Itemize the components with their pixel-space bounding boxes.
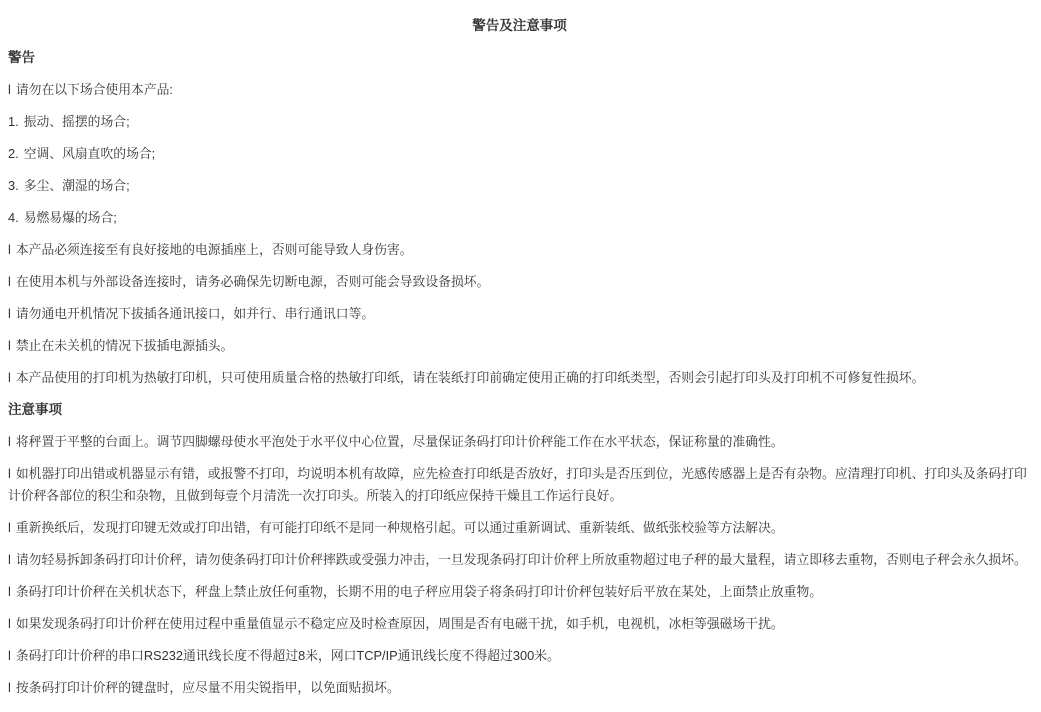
document-page <box>8 15 1031 699</box>
warning-intro-paragraph <box>8 79 1031 101</box>
warning-list-item-1 <box>8 111 1031 133</box>
paragraph-text: 请勿在以下场合使用本产品: <box>15 82 173 97</box>
bullet-marker: l <box>8 82 11 97</box>
bullet-marker: l <box>8 274 11 289</box>
paragraph-text: 请勿通电开机情况下拔插各通讯接口，如并行、串行通讯口等。 <box>15 306 375 321</box>
paragraph-text: 本产品必须连接至有良好接地的电源插座上，否则可能导致人身伤害。 <box>15 242 413 257</box>
precaution-paragraph <box>8 431 1031 453</box>
bullet-marker: l <box>8 306 11 321</box>
bullet-marker: l <box>8 242 11 257</box>
bullet-marker: l <box>8 552 11 567</box>
bullet-marker: l <box>8 584 11 599</box>
paragraph-text: 多尘、潮湿的场合; <box>23 178 130 193</box>
bullet-marker: l <box>8 680 11 695</box>
warning-list-item-3 <box>8 175 1031 197</box>
bullet-marker: l <box>8 370 11 385</box>
warning-paragraph <box>8 335 1031 357</box>
bullet-marker: l <box>8 648 11 663</box>
paragraph-text: 本产品使用的打印机为热敏打印机，只可使用质量合格的热敏打印纸，请在装纸打印前确定使用正确的打印纸类型，否则会引起打印头及打印机不可修复性损坏。 <box>15 370 925 385</box>
paragraph-text: 条码打印计价秤的串口RS232通讯线长度不得超过8米，网口TCP/IP通讯线长度不得超过300米。 <box>15 648 560 663</box>
paragraph-text: 请勿轻易拆卸条码打印计价秤，请勿使条码打印计价秤摔跌或受强力冲击，一旦发现条码打印计价秤上所放重物超过电子秤的最大量程，请立即移去重物，否则电子秤会永久损坏。 <box>15 552 1027 567</box>
section-heading-precautions: 注意事项 <box>8 402 62 417</box>
warning-list-item-4 <box>8 207 1031 229</box>
paragraph-text: 条码打印计价秤在关机状态下，秤盘上禁止放任何重物，长期不用的电子秤应用袋子将条码打印计价秤包装好后平放在某处，上面禁止放重物。 <box>15 584 823 599</box>
bullet-marker: l <box>8 616 11 631</box>
paragraph-text: 易燃易爆的场合; <box>23 210 117 225</box>
warning-paragraph <box>8 367 1031 389</box>
list-number: 4. <box>8 210 19 225</box>
paragraph-text: 空调、风扇直吹的场合; <box>23 146 156 161</box>
warning-paragraph <box>8 271 1031 293</box>
bullet-marker: l <box>8 520 11 535</box>
warning-list-item-2 <box>8 143 1031 165</box>
page-title: 警告及注意事项 <box>472 18 567 33</box>
precaution-paragraph <box>8 581 1031 603</box>
warning-paragraph <box>8 303 1031 325</box>
precaution-paragraph <box>8 463 1031 507</box>
precaution-paragraph <box>8 613 1031 635</box>
list-number: 1. <box>8 114 19 129</box>
paragraph-text: 振动、摇摆的场合; <box>23 114 130 129</box>
paragraph-text: 禁止在未关机的情况下拔插电源插头。 <box>15 338 234 353</box>
precaution-paragraph <box>8 645 1031 667</box>
paragraph-text: 重新换纸后，发现打印键无效或打印出错，有可能打印纸不是同一种规格引起。可以通过重新调试、重新装纸、做纸张校验等方法解决。 <box>15 520 784 535</box>
precaution-paragraph <box>8 549 1031 571</box>
section-heading-warning: 警告 <box>8 50 35 65</box>
bullet-marker: l <box>8 338 11 353</box>
precaution-paragraph <box>8 517 1031 539</box>
list-number: 2. <box>8 146 19 161</box>
paragraph-text: 在使用本机与外部设备连接时，请务必确保先切断电源，否则可能会导致设备损坏。 <box>15 274 490 289</box>
bullet-marker: l <box>8 434 11 449</box>
warning-paragraph <box>8 239 1031 261</box>
precaution-paragraph <box>8 677 1031 699</box>
paragraph-text: 按条码打印计价秤的键盘时，应尽量不用尖锐指甲，以免面贴损坏。 <box>15 680 400 695</box>
paragraph-text: 将秤置于平整的台面上。调节四脚螺母使水平泡处于水平仪中心位置，尽量保证条码打印计价秤能工作在水平状态，保证称量的准确性。 <box>15 434 784 449</box>
list-number: 3. <box>8 178 19 193</box>
paragraph-text: 如机器打印出错或机器显示有错，或报警不打印，均说明本机有故障，应先检查打印纸是否放好，打印头是否压到位，光感传感器上是否有杂物。应清理打印机、打印头及条码打印计价秤各部位的积尘和杂物，且做到每壹个月清洗一次打印头。所装入的打印纸应保持干燥且工作运行良好。 <box>8 466 1027 503</box>
bullet-marker: l <box>8 466 11 481</box>
paragraph-text: 如果发现条码打印计价秤在使用过程中重量值显示不稳定应及时检查原因，周围是否有电磁干扰，如手机，电视机，冰柜等强磁场干扰。 <box>15 616 784 631</box>
